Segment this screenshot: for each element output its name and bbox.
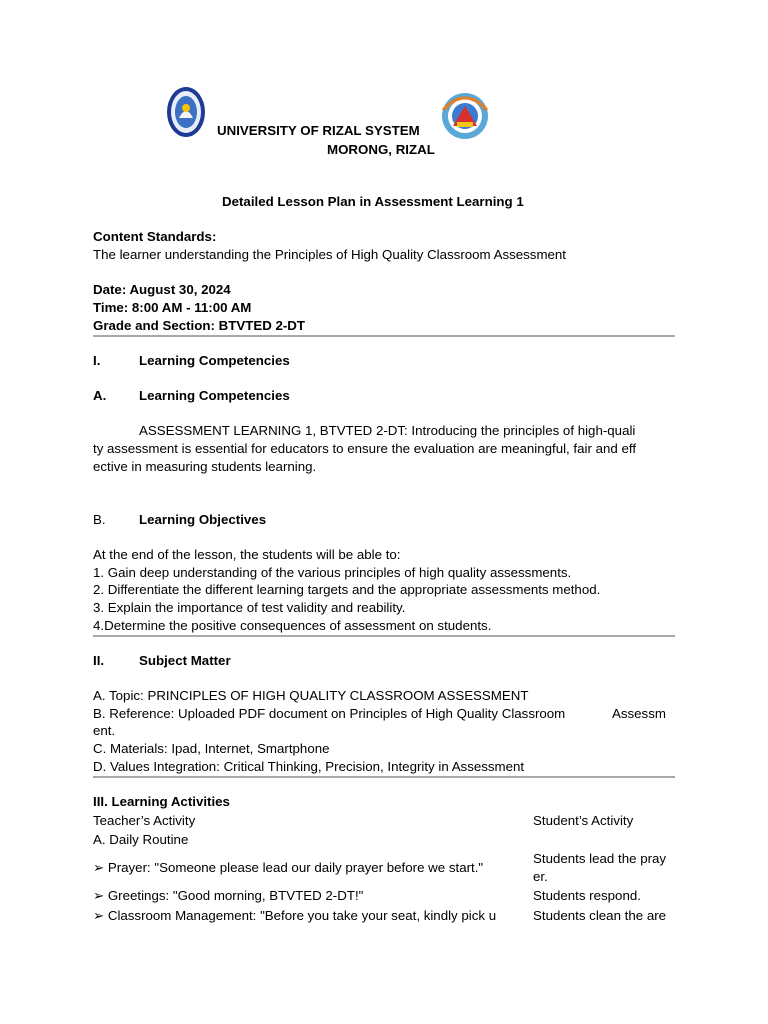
- activity-student: Students lead the pray: [533, 851, 667, 866]
- subject-reference-cont: ent.: [93, 723, 116, 738]
- competency-line: ty assessment is essential for educators to ensure the evaluation are meaningful, fair and eff: [93, 441, 637, 456]
- activity-teacher: ➢ Greetings: "Good morning, BTVTED 2-DT!": [93, 888, 364, 903]
- competency-line: ective in measuring students learning.: [93, 459, 317, 474]
- section-3-heading: III. Learning Activities: [93, 794, 230, 809]
- content-standards-heading: Content Standards:: [93, 229, 217, 244]
- objectives-intro: At the end of the lesson, the students will be able to:: [93, 547, 401, 562]
- divider: [93, 776, 675, 778]
- document-title: Detailed Lesson Plan in Assessment Learning 1: [222, 194, 524, 209]
- competency-line: ASSESSMENT LEARNING 1, BTVTED 2-DT: Introducing the principles of high-quali: [139, 423, 636, 438]
- lesson-date: Date: August 30, 2024: [93, 282, 231, 297]
- objective-item: 2. Differentiate the different learning targets and the appropriate assessments method.: [93, 582, 601, 597]
- grade-section: Grade and Section: BTVTED 2-DT: [93, 318, 306, 333]
- objective-item: 3. Explain the importance of test validity and reability.: [93, 600, 406, 615]
- subject-reference-tail: Assessm: [612, 706, 666, 721]
- teacher-activity-header: Teacher’s Activity: [93, 813, 196, 828]
- subject-materials: C. Materials: Ipad, Internet, Smartphone: [93, 741, 330, 756]
- activity-student-cont: er.: [533, 869, 548, 884]
- activity-student: Students clean the are: [533, 908, 667, 923]
- activity-teacher: ➢ Prayer: "Someone please lead our daily prayer before we start.": [93, 860, 484, 875]
- section-1b-number: B.: [93, 512, 106, 527]
- university-location: MORONG, RIZAL: [327, 142, 435, 157]
- subject-reference: B. Reference: Uploaded PDF document on Principles of High Quality Classroom: [93, 706, 566, 721]
- section-1b-heading: Learning Objectives: [139, 512, 267, 527]
- objective-item: 4.Determine the positive consequences of assessment on students.: [93, 618, 492, 633]
- college-of-education-logo: [437, 92, 493, 140]
- section-2-heading: Subject Matter: [139, 653, 231, 668]
- subject-values: D. Values Integration: Critical Thinking, Precision, Integrity in Assessment: [93, 759, 525, 774]
- lesson-time: Time: 8:00 AM - 11:00 AM: [93, 300, 252, 315]
- section-1a-number: A.: [93, 388, 107, 403]
- objective-item: 1. Gain deep understanding of the various principles of high quality assessments.: [93, 565, 572, 580]
- divider: [93, 335, 675, 337]
- activity-student: Students respond.: [533, 888, 641, 903]
- subject-topic: A. Topic: PRINCIPLES OF HIGH QUALITY CLASSROOM ASSESSMENT: [93, 688, 529, 703]
- daily-routine-label: A. Daily Routine: [93, 832, 189, 847]
- student-activity-header: Student’s Activity: [533, 813, 634, 828]
- section-1-number: I.: [93, 353, 101, 368]
- university-name: UNIVERSITY OF RIZAL SYSTEM: [217, 123, 420, 138]
- activity-teacher: ➢ Classroom Management: "Before you take your seat, kindly pick u: [93, 908, 497, 923]
- section-1-heading: Learning Competencies: [139, 353, 290, 368]
- section-2-number: II.: [93, 653, 105, 668]
- urs-seal-logo: [166, 86, 206, 138]
- divider: [93, 635, 675, 637]
- content-standards-text: The learner understanding the Principles of High Quality Classroom Assessment: [93, 247, 567, 262]
- section-1a-heading: Learning Competencies: [139, 388, 290, 403]
